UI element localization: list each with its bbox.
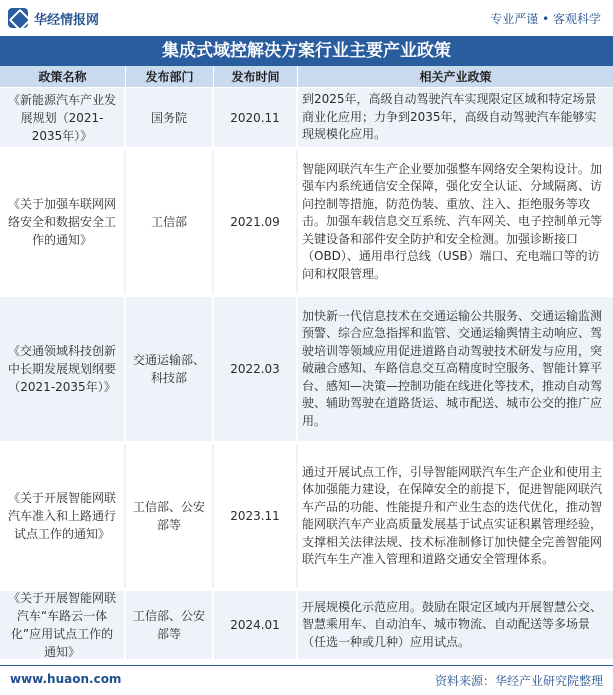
brand-logo[interactable] [8,8,99,28]
column-header-related-policy: 相关产业政策 [419,70,492,84]
footer-divider [0,665,613,666]
department-cell: 国务院 [126,88,214,147]
table-row [0,444,613,591]
policy-name-cell: 《关于开展智能网联汽车“车路云一体化”应用试点工作的通知》 [0,591,126,659]
table-header [0,66,613,88]
table-row [0,150,613,297]
column-header-department: 发布部门 [126,66,214,87]
policy-name-cell: 《关于开展智能网联汽车准入和上路通行试点工作的通知》 [0,444,126,588]
column-header-date: 发布时间 [214,66,298,87]
table-row [0,88,613,150]
policy-name-cell: 《新能源汽车产业发展规划（2021-2035年）》 [0,88,126,147]
policy-text-cell: 到2025年，高级自动驾驶汽车实现限定区域和特定场景商业化应用；力争到2035年，高级自动驾驶汽车能够实现规模化应用。 [302,92,597,142]
policy-name-cell: 《交通领域科技创新中长期发展规划纲要（2021-2035年）》 [0,297,126,441]
date-cell: 2024.01 [214,591,298,659]
footer-website-link[interactable]: www.huaon.com [10,672,122,686]
policy-text-cell: 加快新一代信息技术在交通运输公共服务、交通运输监测预警、综合应急指挥和监管、交通运输舆情主动响应、驾驶培训等领域应用促进道路自动驾驶技术研发与应用，突破融合感知、车路信息交互高精度时空服务、智能计算平台、感知—决策—控制功能在线进化等技术，推动自动驾驶、辅助驾驶在道路货运、城市配送、城市公交的推广应用。 [302,308,603,428]
date-cell: 2023.11 [214,444,298,588]
department-cell: 工信部、公安部等 [126,591,214,659]
date-cell: 2022.03 [214,297,298,441]
table-row [0,591,613,662]
table-row [0,297,613,444]
department-cell: 工信部 [126,150,214,294]
footer [0,665,613,695]
slogan: 专业严谨 • 客观科学 [490,12,601,26]
footer-source-note: 资料来源：华经产业研究院整理 [434,674,603,688]
policy-name-cell: 《关于加强车联网网络安全和数据安全工作的通知》 [0,150,126,294]
date-cell: 2021.09 [214,150,298,294]
logo-icon [8,8,28,28]
department-cell: 交通运输部、科技部 [126,297,214,441]
logo-text: 华经情报网 [34,12,100,28]
department-cell: 工信部、公安部等 [126,444,214,588]
policy-text-cell: 开展规模化示范应用。鼓励在限定区域内开展智慧公交、智慧乘用车、自动泊车、城市物流、自动配送等多场景（任选一种或几种）应用试点。 [302,599,603,649]
policy-text-cell: 通过开展试点工作，引导智能网联汽车生产企业和使用主体加强能力建设，在保障安全的前提下，促进智能网联汽车产品的功能、性能提升和产业生态的迭代优化，推动智能网联汽车产业高质量发展基于试点实证积累管理经验，支撑相关法律法规、技术标准制修订加快健全完善智能网联汽车生产准入管理和道路交通安全管理体系。 [302,464,603,566]
policy-table [0,66,613,662]
date-cell: 2020.11 [214,88,298,147]
column-header-policy-name: 政策名称 [0,66,126,87]
top-bar [0,0,613,34]
page-title: 集成式域控解决方案行业主要产业政策 [0,36,613,66]
policy-text-cell: 智能网联汽车生产企业要加强整车网络安全架构设计。加强车内系统通信安全保障，强化安全认证、分域隔离、访问控制等措施，防范伪装、重放、注入、拒绝服务等攻击。加强车载信息交互系统、汽车网关、电子控制单元等关键设备和部件安全防护和安全检测。加强诊断接口（OBD）、通用串行总线（USB）端口、充电端口等的访问和权限管理。 [302,161,603,281]
